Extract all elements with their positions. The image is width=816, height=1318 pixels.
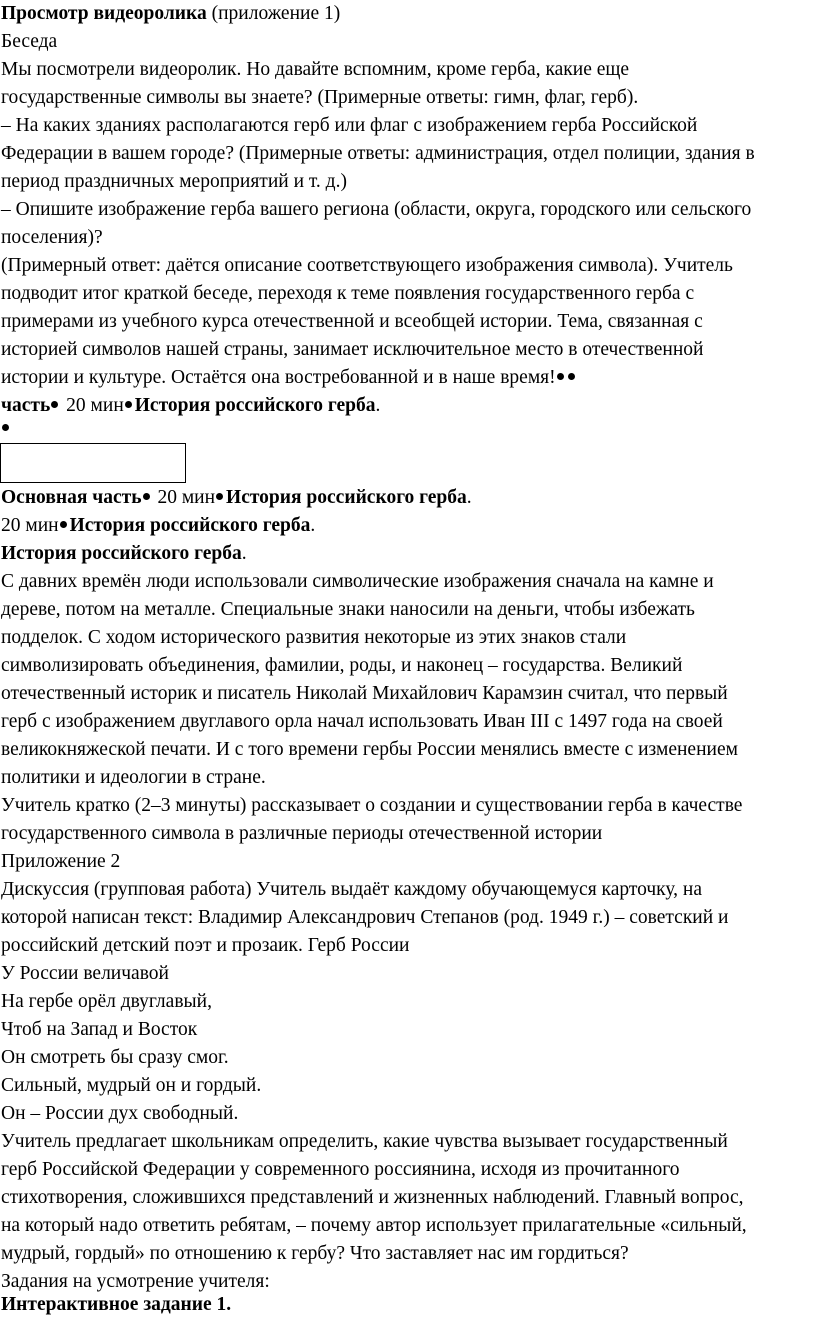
appendix-label: Приложение 2 [1,851,121,872]
poem-line: Он смотреть бы сразу смог. [1,1047,229,1068]
bullet-icon [143,493,150,500]
paragraph-line: поселения)? [1,227,103,248]
paragraph-line: политики и идеологии в стране. [1,767,266,788]
bullet-icon [51,401,58,408]
section-line-history: часть 20 мин История российского герба. [1,395,381,416]
poem-line: Чтоб на Запад и Восток [1,1019,198,1040]
bullet-icon [216,493,223,500]
poem-line: На гербе орёл двуглавый, [1,991,212,1012]
paragraph-line: Задания на усмотрение учителя: [1,1271,270,1292]
heading-video-review: Просмотр видеоролика (приложение 1) [1,3,341,24]
paragraph-line: Мы посмотрели видеоролик. Но давайте вспомним, кроме герба, какие еще [1,59,630,80]
paragraph-line: отечественный историк и писатель Николай Михайлович Карамзин считал, что первый [1,683,728,704]
paragraph-line: стихотворения, сложившихся представлений и жизненных наблюдений. Главный вопрос, [1,1187,744,1208]
bullet-icon [557,373,564,380]
bullet-icon [125,401,132,408]
poem-line: Он – России дух свободный. [1,1103,239,1124]
paragraph-line: (Примерный ответ: даётся описание соответствующего изображения символа). Учитель [1,255,733,276]
section-line-duration: 20 мин История российского герба. [1,515,316,536]
bullet-line [1,416,12,442]
paragraph-line: которой написан текст: Владимир Александрович Степанов (род. 1949 г.) – советский и [1,907,729,928]
paragraph-line: герб Российской Федерации у современного россиянина, исходя из прочитанного [1,1159,680,1180]
poem-line: У России величавой [1,963,169,984]
paragraph-line: Учитель предлагает школьникам определить, какие чувства вызывает государственный [1,1131,728,1152]
paragraph-line: на который надо ответить ребятам, – почему автор использует прилагательные «сильный, [1,1215,747,1236]
paragraph-line: истории и культуре. Остаётся она востребованной и в наше время! [1,365,578,391]
section-label-conversation: Беседа [1,31,58,52]
paragraph-line: Учитель кратко (2–3 минуты) рассказывает о создании и существовании герба в качестве [1,795,743,816]
paragraph-line: – На каких зданиях располагаются герб или флаг с изображением герба Российской [1,115,698,136]
paragraph-line: историей символов нашей страны, занимает исключительное место в отечественной [1,339,704,360]
paragraph-line: подводит итог краткой беседе, переходя к теме появления государственного герба с [1,283,695,304]
bullet-icon [2,424,9,431]
paragraph-line: дереве, потом на металле. Специальные знаки наносили на деньги, чтобы избежать [1,599,695,620]
paragraph-line: мудрый, гордый» по отношению к гербу? Что заставляет нас им гордиться? [1,1243,629,1264]
section-line-main-part: Основная часть 20 мин История российского герба. [1,487,472,508]
paragraph-line: символизировать объединения, фамилии, роды, и наконец – государства. Великий [1,655,683,676]
paragraph-line: подделок. С ходом исторического развития некоторые из этих знаков стали [1,627,627,648]
paragraph-line: российский детский поэт и прозаик. Герб России [1,935,410,956]
task-heading: Интерактивное задание 1. [1,1294,232,1315]
paragraph-line: герб с изображением двуглавого орла начал использовать Иван III с 1497 года на своей [1,711,723,732]
paragraph-line: государственного символа в различные периоды отечественной истории [1,823,603,844]
poem-line: Сильный, мудрый он и гордый. [1,1075,262,1096]
paragraph-line: великокняжеской печати. И с того времени гербы России менялись вместе с изменением [1,739,738,760]
paragraph-line: примерами из учебного курса отечественной и всеобщей истории. Тема, связанная с [1,311,703,332]
section-heading-history: История российского герба. [1,543,247,564]
empty-table-cell [0,443,186,483]
paragraph-line: государственные символы вы знаете? (Примерные ответы: гимн, флаг, герб). [1,87,639,108]
paragraph-line: – Опишите изображение герба вашего региона (области, округа, городского или сельского [1,199,752,220]
paragraph-line: Дискуссия (групповая работа) Учитель выдаёт каждому обучающемуся карточку, на [1,879,703,900]
bullet-icon [60,521,67,528]
paragraph-line: Федерации в вашем городе? (Примерные ответы: администрация, отдел полиции, здания в [1,143,755,164]
bullet-icon [568,373,575,380]
paragraph-line: период праздничных мероприятий и т. д.) [1,171,347,192]
paragraph-line: С давних времён люди использовали символические изображения сначала на камне и [1,571,714,592]
